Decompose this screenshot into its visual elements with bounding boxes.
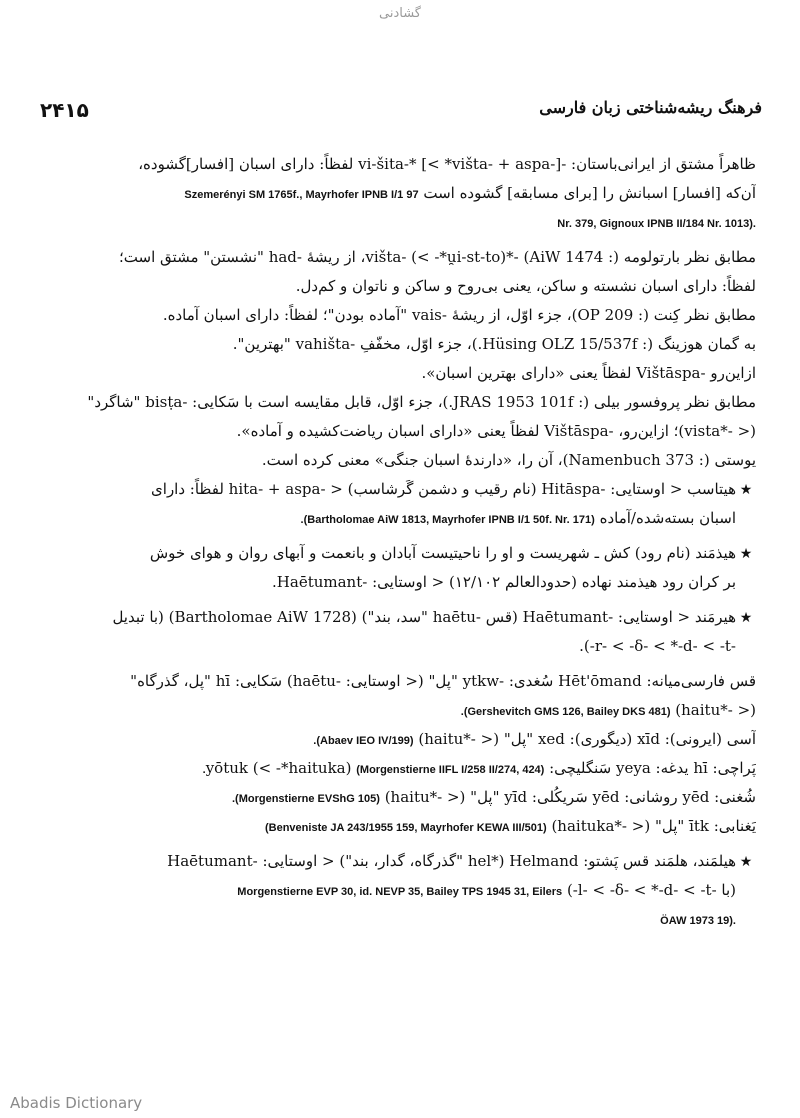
entry-text: (< -*haitu) [675, 701, 756, 719]
entry-line [36, 905, 756, 934]
entry-line [36, 696, 756, 725]
entry-line [36, 568, 756, 597]
entry-text: آسی (ایرونی): xīd (دیگوری): xed "پل" (< -*haitu) [418, 730, 756, 748]
entry-line [36, 388, 756, 417]
entry-line [36, 417, 756, 446]
watermark-bottom: Abadis Dictionary [10, 1094, 143, 1112]
entry-text: ازاین‌رو -Vištāspa لفظاً یعنی «دارای بهترین اسبان». [421, 364, 756, 382]
entry-star-icon: ★ [739, 482, 753, 498]
entry-line [36, 725, 756, 754]
entry-line [36, 208, 756, 237]
entry-star-icon: ★ [739, 546, 753, 562]
bibliographic-reference: (Morgenstierne EVShG 105). [231, 793, 380, 805]
bibliographic-reference: (Morgenstierne IIFL I/258 II/274, 424). [202, 764, 545, 776]
entry-text: مطابق نظر کِنت (: OP 209)، جزء اوّل، از ریشهٔ -vais "آماده بودن"؛ لفظاً: دارای اسبان آماده. [162, 306, 756, 324]
entry-text: هیرمَند < اوستایی: -Haētumant (قس -haētu "سد، بند") (Bartholomae AiW 1728) (با تبدیل [112, 608, 736, 626]
bibliographic-reference: (Bartholomae AiW 1813, Mayrhofer IPNB I/1 50f. Nr. 171). [300, 514, 595, 526]
entry-text: ظاهراً مشتق از ایرانی‌باستان: -vi-šita-* [< *vištа- + aspa-] لفظاً: دارای اسبان [افسار]گشوده، [138, 155, 756, 173]
entry-line [36, 603, 756, 632]
entry-line [36, 475, 756, 504]
entry-line [36, 783, 756, 812]
entry-line [36, 330, 756, 359]
bibliographic-reference: (Abaev IEO IV/199). [313, 735, 414, 747]
entry-text: یَغنابی: ītk "پل" (< -*haituka) [551, 817, 756, 835]
entry-text: (با -l- < -δ- < *-d- < -t-) [566, 881, 736, 899]
entry-line [36, 667, 756, 696]
entry-text: لفظاً: دارای اسبان نشسته و ساکن، یعنی بی‌روح و ساکن و ناتوان و کم‌دل. [295, 277, 756, 295]
entry-line [36, 150, 756, 179]
entry-text: پَراچی: hī یدغه: yeya سَنگلیچی: yōtuk (< -*haituka) [205, 759, 756, 777]
running-head [40, 98, 762, 128]
entry-text: بر کران رود هیذمند نهاده (حدودالعالم ۱۲/۱۰۲) < اوستایی: -Haētumant. [272, 573, 736, 591]
entry-line [36, 359, 756, 388]
bibliographic-reference: (Benveniste JA 243/1955 159, Mayrhofer KEWA III/501) [264, 822, 547, 834]
entry-text: هیذمَند (نام رود) کش ـ شهریست و او را ناحیتیست آبادان و بانعمت و آبهای روان و هوای خوش [149, 544, 736, 562]
entry-text: قس فارسی‌میانه: Hēt'ōmand سُغدی: -ytkw "پل" (< اوستایی: -haētu) سَکایی: hī "پل، گذرگاه" [130, 672, 756, 690]
watermark-top: گشادنی [379, 6, 421, 21]
entry-text: هیتاسب < اوستایی: -Hitāspa (نام رقیب و دشمن گَرشاسب) < -hita- + aspa لفظاً: دارای [151, 480, 736, 498]
entry-line [36, 539, 756, 568]
bibliographic-reference: .(Nr. 379, Gignoux IPNB II/184 Nr. 1013 [557, 218, 756, 230]
bibliographic-reference: .(ÖAW 1973 19 [660, 915, 736, 927]
entry-text: -r- < -δ- < *-d- < -t-). [579, 637, 736, 655]
bibliographic-reference: Morgenstierne EVP 30, id. NEVP 35, Bailey TPS 1945 31, Eilers [237, 886, 563, 898]
entry-text: شُغنی: yēd روشانی: yēd سَریکُلی: yīd "پل" (< -*haitu) [384, 788, 756, 806]
entry-line [36, 243, 756, 272]
book-title: فرهنگ ریشه‌شناختی زبان فارسی [539, 98, 762, 117]
entry-star-icon: ★ [739, 610, 753, 626]
entry-text: مطابق نظر بارتولومه (: AiW 1474) -*vištа- (< -*u̯i-st-to)، از ریشهٔ -had "نشستن" مشتق است؛ [119, 248, 756, 266]
entry-line [36, 272, 756, 301]
entry-text: هیلمَند، هلمَند قس پَشتو: Helmand (*hel "گذرگاه، گدار، بند") < اوستایی: -Haētumant [167, 852, 736, 870]
entry-text: (< -*vista)؛ ازاین‌رو، -Vištāspa لفظاً یعنی «دارای اسبان ریاضت‌کشیده و آماده». [236, 422, 756, 440]
dictionary-body [36, 150, 756, 934]
entry-line [36, 504, 756, 533]
entry-line [36, 812, 756, 841]
entry-line [36, 876, 756, 905]
page-number: ۲۴۱۵ [40, 98, 89, 122]
entry-line [36, 179, 756, 208]
bibliographic-reference: Szemerényi SM 1765f., Mayrhofer IPNB I/1 97 [184, 189, 419, 201]
entry-text: به گمان هوزینگ (: Hüsing OLZ 15/537f.)، جزء اوّل، مخفّفِ -vahišta "بهترین". [232, 335, 756, 353]
entry-line [36, 847, 756, 876]
entry-text: آن‌که [افسار] اسبانش را [برای مسابقه] گشوده است [423, 184, 756, 202]
entry-line [36, 446, 756, 475]
entry-text: مطابق نظر پروفسور بیلی (: JRAS 1953 101f.)، جزء اوّل، قابل مقایسه است با سَکایی: -bisṭa "شاگرد" [87, 393, 756, 411]
bibliographic-reference: (Gershevitch GMS 126, Bailey DKS 481). [460, 706, 671, 718]
entry-text: یوستی (: Namenbuch 373)، آن را، «دارندهٔ اسبان جنگی» معنی کرده است. [261, 451, 756, 469]
entry-line [36, 301, 756, 330]
entry-line [36, 632, 756, 661]
entry-text: اسبان بسته‌شده/آماده [599, 509, 736, 527]
entry-line [36, 754, 756, 783]
entry-star-icon: ★ [739, 854, 753, 870]
